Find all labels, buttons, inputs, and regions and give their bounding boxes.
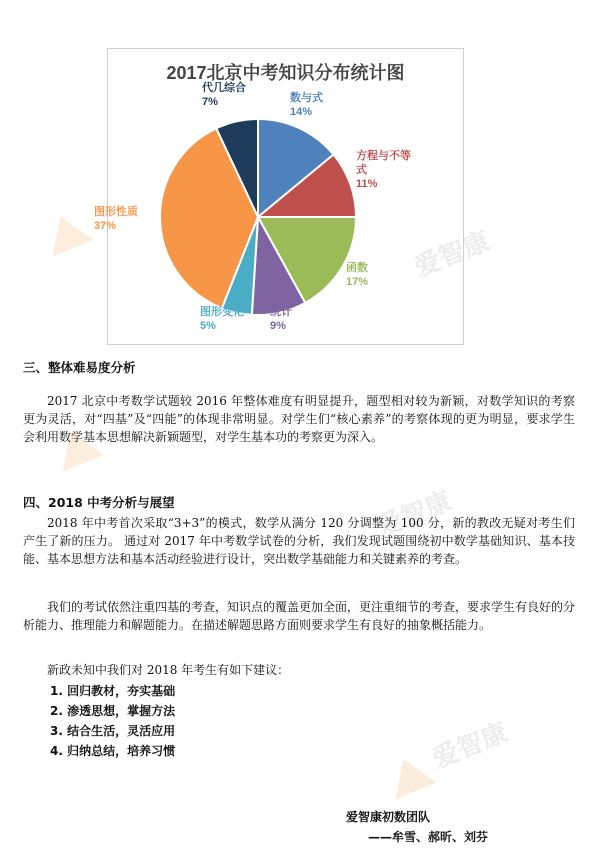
slice-label-1: 方程与不等 式 11% <box>356 150 411 190</box>
slice-label-3: 统计 9% <box>270 306 292 332</box>
slice-label-2: 函数 17% <box>346 262 369 288</box>
slice-label-4: 图形变化 5% <box>200 306 244 332</box>
section-3-paragraph: 2017 北京中考数学试题较 2016 年整体难度有明显提升，题型相对较为新颖，对数学知识的考察更为灵活，对“四基”及“四能”的体现非常明显。对学生们“核心素养”的考察体现的更为明显，要求学生会利用数学基本思想解决新颖题型，对学生基本功的考察更为深入。 <box>23 394 575 444</box>
watermark-logo: 爱智康 <box>372 486 456 544</box>
slice-label-0: 数与式 14% <box>290 92 323 118</box>
pie-chart <box>94 48 464 345</box>
signature-authors: ——牟雪、郝昕、刘芬 <box>368 830 489 844</box>
section-3-heading: 三、整体难易度分析 <box>23 360 136 375</box>
list-item: 2. 渗透思想，掌握方法 <box>50 704 176 718</box>
list-item: 3. 结合生活，灵活应用 <box>50 724 176 738</box>
section-4-heading: 四、2018 中考分析与展望 <box>23 495 175 510</box>
slice-label-6: 代几综合 7% <box>202 82 246 108</box>
watermark-logo <box>40 206 99 256</box>
section-4-paragraph-3: 新政未知中我们对 2018 年考生有如下建议： <box>47 663 290 677</box>
chart-title: 2017北京中考知识分布统计图 <box>166 63 405 83</box>
pie-svg <box>108 49 463 344</box>
section-4-paragraph-2: 我们的考试依然注重四基的考查，知识点的覆盖更加全面，更注重细节的考查，要求学生有良好的分析能力、推理能力和解题能力。在描述解题思路方面则要求学生有良好的抽象概括能力。 <box>23 600 576 632</box>
list-item: 1. 回归教材，夯实基础 <box>50 684 176 698</box>
list-item: 4. 归纳总结，培养习惯 <box>50 744 176 758</box>
watermark-logo: 爱智康 <box>380 712 514 798</box>
slice-label-5: 图形性质 37% <box>94 206 138 232</box>
suggestion-list <box>50 681 350 761</box>
signature-team: 爱智康初数团队 <box>346 810 431 824</box>
section-4-paragraph-1: 2018 年中考首次采取“3+3”的模式，数学从满分 120 分调整为 100 分，新的教改无疑对考生们产生了新的压力。 通过对 2017 年中考数学试卷的分析，我们发现试题围绕初中数学基础知识、基本技能、基本思想方法和基本活动经验进行设计，突出数学基础能力和关键素养的考查。 <box>23 516 575 566</box>
